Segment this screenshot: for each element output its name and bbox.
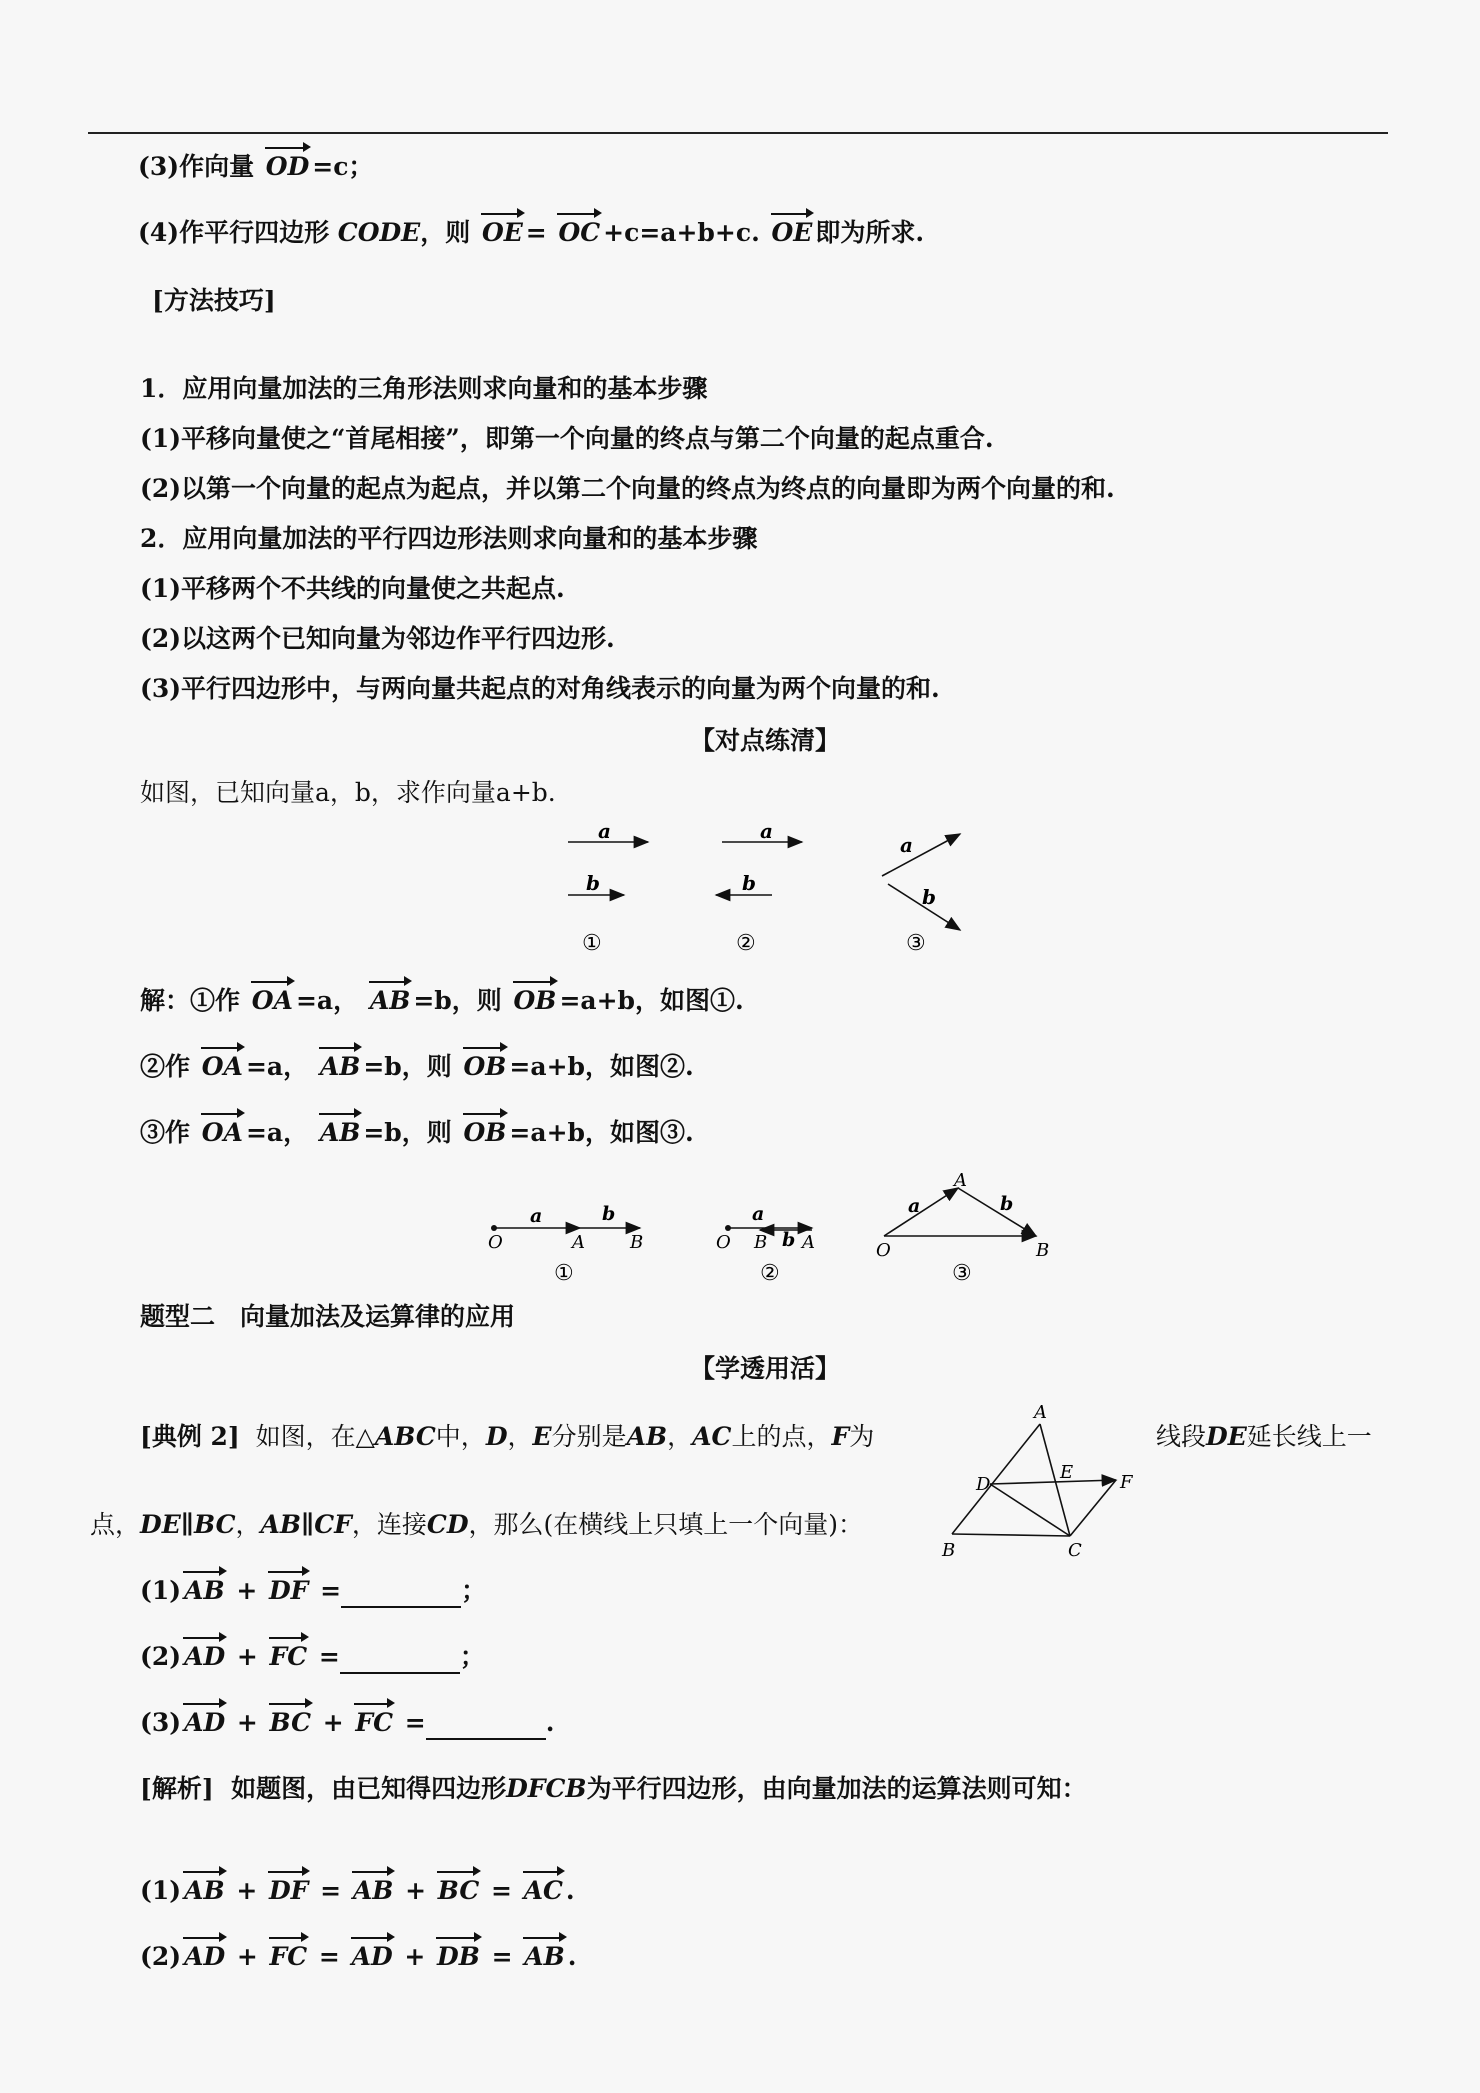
solution-row-1: 解：①作 OA =a， AB =b，则 OB =a+b，如图①. xyxy=(140,984,744,1018)
svg-text:A: A xyxy=(954,1170,967,1191)
tip-6: (2)以这两个已知向量为邻边作平行四边形. xyxy=(140,624,615,653)
svg-text:O: O xyxy=(488,1232,503,1253)
question-1: (1) AB + DF = ； xyxy=(140,1574,486,1608)
example-line-2: 点，DE∥BC，AB∥CF，连接CD，那么(在横线上只填上一个向量)： xyxy=(90,1510,864,1539)
question-2: (2) AD + FC = ； xyxy=(140,1640,485,1674)
example-line-1-right: 线段DE延长线上一 xyxy=(1156,1422,1372,1451)
svg-text:B: B xyxy=(1036,1240,1050,1261)
svg-text:D: D xyxy=(976,1474,991,1495)
answer-1: (1) AB + DF = AB + BC = AC . xyxy=(140,1874,575,1908)
example-line-1: [典例 2] 如图，在△ABC中，D，E分别是AB，AC上的点，F为 xyxy=(140,1422,875,1451)
side-bc xyxy=(952,1534,1070,1536)
label-a-3: a xyxy=(900,833,913,857)
solution-row-2: ②作 OA =a， AB =b，则 OB =a+b，如图②. xyxy=(140,1050,694,1084)
step-4: (4)作平行四边形 CODE，则 OE = OC +c=a+b+c. OE 即为所求. xyxy=(138,216,924,250)
answer-blank-1[interactable] xyxy=(341,1582,461,1608)
svg-text:F: F xyxy=(1120,1472,1133,1493)
vector-od: OD xyxy=(263,150,312,184)
answer-blank-3[interactable] xyxy=(426,1714,546,1740)
type2-title: 题型二 向量加法及运算律的应用 xyxy=(140,1302,516,1331)
label-b-3: b xyxy=(922,885,936,909)
tip-7: (3)平行四边形中，与两向量共起点的对角线表示的向量为两个向量的和. xyxy=(140,674,940,703)
svg-text:O: O xyxy=(876,1240,891,1261)
label-b-2: b xyxy=(742,871,756,895)
svg-text:③: ③ xyxy=(952,1261,972,1286)
svg-text:B: B xyxy=(754,1232,768,1253)
line-df xyxy=(990,1480,1116,1484)
svg-text:b: b xyxy=(602,1203,616,1225)
svg-text:E: E xyxy=(1060,1462,1074,1483)
answer-2: (2) AD + FC = AD + DB = AB . xyxy=(140,1940,577,1974)
tip-3: (2)以第一个向量的起点为起点，并以第二个向量的终点为终点的向量即为两个向量的和. xyxy=(140,474,1115,503)
tip-2: (1)平移向量使之“首尾相接”，即第一个向量的终点与第二个向量的起点重合. xyxy=(140,424,994,453)
label-b-1: b xyxy=(586,871,600,895)
question-3: (3) AD + BC + FC = . xyxy=(140,1706,554,1740)
svg-text:A: A xyxy=(572,1232,585,1253)
svg-text:A: A xyxy=(802,1232,815,1253)
svg-text:B: B xyxy=(942,1540,956,1561)
tip-1: 1．应用向量加法的三角形法则求向量和的基本步骤 xyxy=(140,374,708,403)
tip-5: (1)平移两个不共线的向量使之共起点. xyxy=(140,574,565,603)
svg-text:B: B xyxy=(630,1232,644,1253)
fig1-num-1: ① xyxy=(582,931,602,956)
solution-row-3: ③作 OA =a， AB =b，则 OB =a+b，如图③. xyxy=(140,1116,694,1150)
svg-text:a: a xyxy=(530,1205,543,1227)
fig1-num-2: ② xyxy=(736,931,756,956)
label-a-1: a xyxy=(598,819,611,843)
step-3: (3)作向量 OD =c； xyxy=(138,150,373,184)
method-title: [方法技巧] xyxy=(152,286,276,315)
svg-text:①: ① xyxy=(554,1261,574,1286)
line-cf xyxy=(1070,1480,1116,1536)
practice-question: 如图，已知向量a，b，求作向量a+b. xyxy=(140,778,556,807)
svg-text:②: ② xyxy=(760,1261,780,1286)
svg-text:a: a xyxy=(908,1195,921,1217)
fig1-num-3: ③ xyxy=(906,931,926,956)
answer-blank-2[interactable] xyxy=(340,1648,460,1674)
label-a-2: a xyxy=(760,819,773,843)
svg-text:C: C xyxy=(1068,1540,1082,1561)
analysis-intro: [解析] 如题图，由已知得四边形DFCB为平行四边形，由向量加法的运算法则可知： xyxy=(140,1774,1087,1803)
tip-4: 2．应用向量加法的平行四边形法则求向量和的基本步骤 xyxy=(140,524,758,553)
practice-title: 【对点练清】 xyxy=(689,726,840,755)
side-ab xyxy=(952,1424,1040,1534)
svg-text:O: O xyxy=(716,1232,731,1253)
svg-text:A: A xyxy=(1034,1402,1047,1423)
svg-text:b: b xyxy=(1000,1193,1014,1215)
svg-text:a: a xyxy=(752,1203,765,1225)
learn-title: 【学透用活】 xyxy=(689,1354,840,1383)
svg-text:b: b xyxy=(782,1229,796,1251)
